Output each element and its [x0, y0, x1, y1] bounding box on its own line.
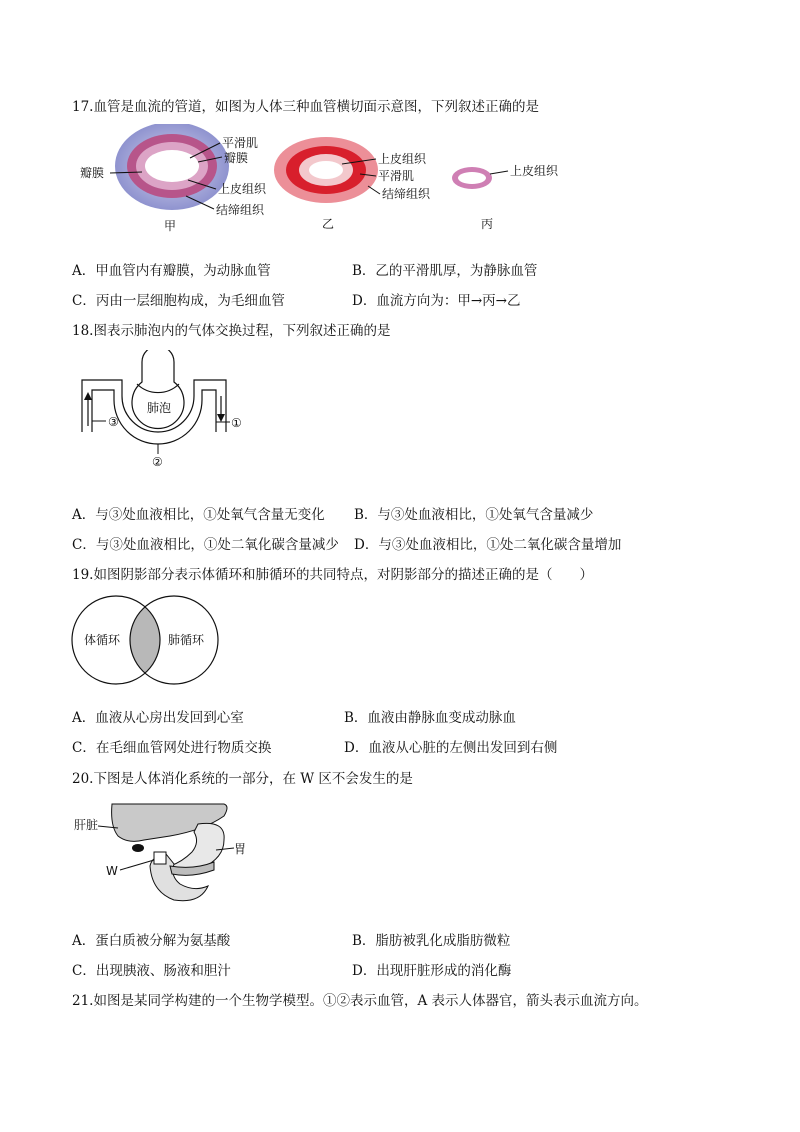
- q17-caption-bing: 丙: [481, 217, 494, 231]
- q17-stem: 17.血管是血流的管道，如图为人体三种血管横切面示意图，下列叙述正确的是: [72, 99, 539, 115]
- q18-option-a[interactable]: A．与③处血液相比，①处氧气含量无变化: [72, 507, 325, 523]
- q18-alveolus-label: 肺泡: [147, 401, 172, 415]
- q17-option-b[interactable]: B．乙的平滑肌厚，为静脉血管: [352, 263, 538, 279]
- q20-option-a[interactable]: A．蛋白质被分解为氨基酸: [72, 933, 231, 949]
- q20-figure: [74, 796, 254, 906]
- q17-yi-conn-label: 结缔组织: [382, 187, 431, 201]
- vessel-jia-diagram: [80, 124, 267, 233]
- q19-option-d[interactable]: D．血液从心脏的左侧出发回到右侧: [344, 740, 558, 756]
- q21-stem: 21.如图是某同学构建的一个生物学模型。①②表示血管，A 表示人体器官，箭头表示血流方向。: [72, 993, 648, 1009]
- q17-yi-epi-label: 上皮组织: [378, 152, 427, 166]
- q19-figure: [70, 594, 220, 686]
- q17-jia-valve-left-label: 瓣膜: [80, 166, 105, 180]
- q18-option-c[interactable]: C．与③处血液相比，①处二氧化碳含量减少: [72, 537, 339, 553]
- q18-marker-2: ②: [152, 455, 163, 469]
- q17-option-a[interactable]: A．甲血管内有瓣膜，为动脉血管: [72, 263, 271, 279]
- q17-jia-smooth-label: 平滑肌: [222, 136, 259, 150]
- q18-option-d[interactable]: D．与③处血液相比，①处二氧化碳含量增加: [354, 537, 622, 553]
- q19-option-c[interactable]: C．在毛细血管网处进行物质交换: [72, 740, 272, 756]
- q20-stem: 20.下图是人体消化系统的一部分，在 W 区不会发生的是: [72, 771, 413, 787]
- q20-option-c[interactable]: C．出现胰液、肠液和胆汁: [72, 963, 231, 979]
- q17-caption-jia: 甲: [164, 219, 177, 233]
- vessel-yi-diagram: [274, 137, 431, 231]
- q17-caption-yi: 乙: [322, 217, 335, 231]
- q17-jia-valve-right-label: 瓣膜: [224, 151, 249, 165]
- q17-option-d[interactable]: D．血流方向为：甲→丙→乙: [352, 293, 521, 309]
- q19-option-a[interactable]: A．血液从心房出发回到心室: [72, 710, 244, 726]
- q18-figure: [78, 350, 258, 470]
- q20-option-b[interactable]: B．脂肪被乳化成脂肪微粒: [352, 933, 511, 949]
- q20-liver-label: 肝脏: [74, 818, 99, 832]
- q18-option-b[interactable]: B．与③处血液相比，①处氧气含量减少: [354, 507, 594, 523]
- q17-yi-smooth-label: 平滑肌: [378, 169, 415, 183]
- q20-stomach-label: 胃: [234, 842, 247, 856]
- q19-pulmonary-label: 肺循环: [168, 633, 205, 647]
- q17-figure: [80, 124, 580, 236]
- q19-systemic-label: 体循环: [84, 633, 121, 647]
- q18-marker-3: ③: [108, 415, 119, 429]
- q20-option-d[interactable]: D．出现肝脏形成的消化酶: [352, 963, 512, 979]
- q18-stem: 18.图表示肺泡内的气体交换过程，下列叙述正确的是: [72, 323, 391, 339]
- q17-bing-epi-label: 上皮组织: [510, 164, 559, 178]
- q17-jia-epi-label: 上皮组织: [218, 182, 267, 196]
- q17-jia-conn-label: 结缔组织: [216, 203, 265, 217]
- q17-option-c[interactable]: C．丙由一层细胞构成，为毛细血管: [72, 293, 285, 309]
- q19-option-b[interactable]: B．血液由静脉血变成动脉血: [344, 710, 516, 726]
- q19-stem: 19.如图阴影部分表示体循环和肺循环的共同特点，对阴影部分的描述正确的是（ ）: [72, 567, 593, 583]
- vessel-bing-diagram: [452, 163, 559, 231]
- q20-w-label: W: [106, 864, 118, 878]
- q18-marker-1: ①: [231, 416, 242, 430]
